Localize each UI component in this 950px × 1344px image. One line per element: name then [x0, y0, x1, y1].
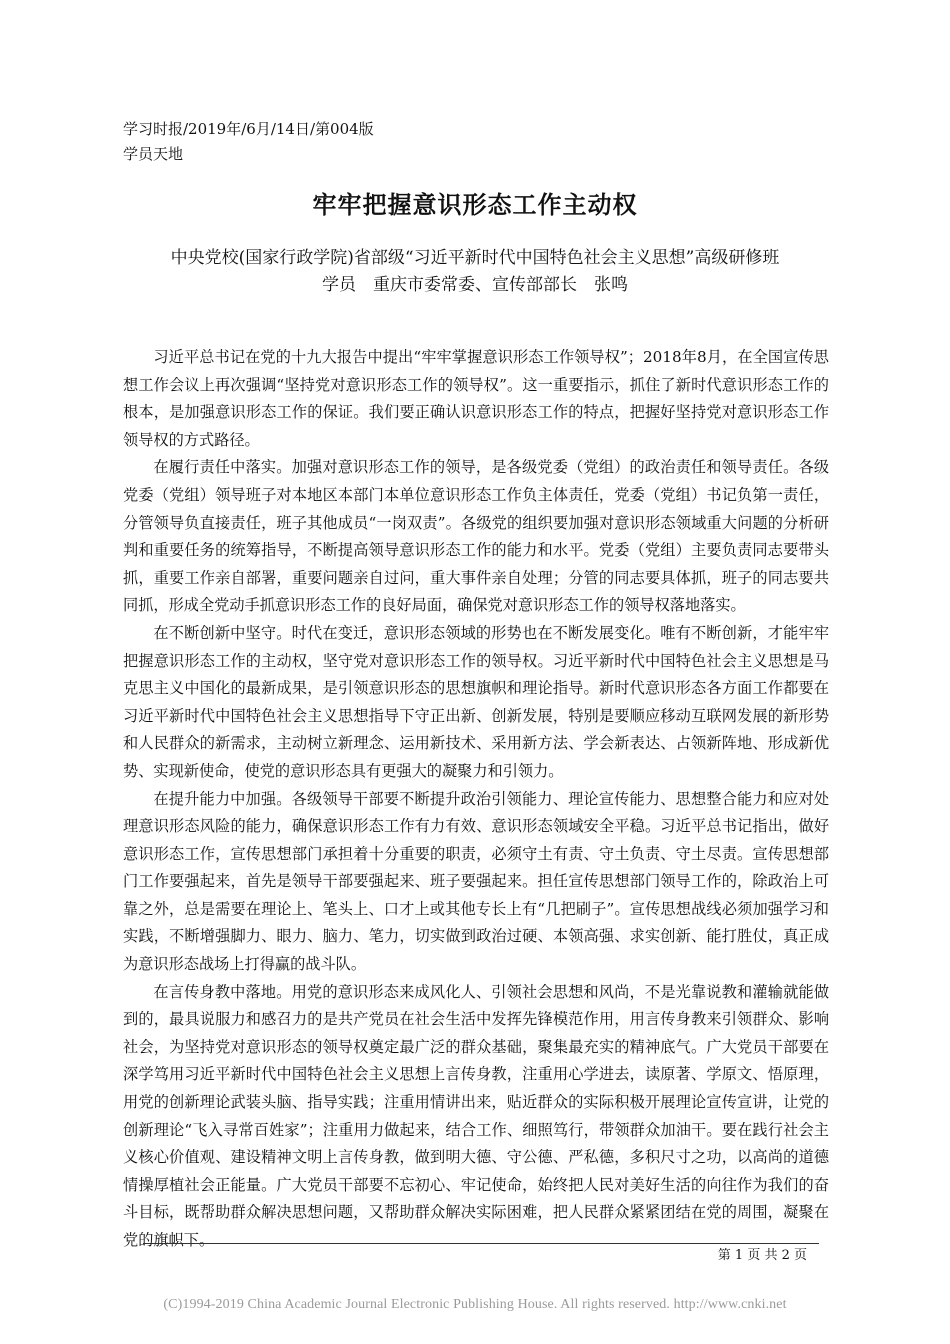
paragraph-intro: 习近平总书记在党的十九大报告中提出“牢牢掌握意识形态工作领导权”；2018年8月，在全国宣传思想工作会议上再次强调“坚持党对意识形态工作的领导权”。这一重要指示，抓住了新时代意识形态工作的根本，是加强意识形态工作的保证。我们要正确认识意识形态工作的特点，把握好坚持党对意识形态工作领导权的方式路径。 [123, 348, 829, 449]
author-line-2: 学员 重庆市委常委、宣传部部长 张鸣 [322, 275, 628, 295]
article-author [100, 245, 850, 299]
author-line-1: 中央党校(国家行政学院)省部级“习近平新时代中国特色社会主义思想”高级研修班 [170, 248, 780, 268]
article-source [123, 117, 374, 167]
article-body [123, 344, 829, 1255]
copyright-watermark: (C)1994-2019 China Academic Journal Electronic Publishing House. All rights reserved. http://www.cnki.net [163, 1297, 787, 1312]
source-line: 学习时报/2019年/6月/14日/第004版 [123, 120, 374, 138]
paragraph-example: 在言传身教中落地。用党的意识形态来成风化人、引领社会思想和风尚，不是光靠说教和灌输就能做到的，最具说服力和感召力的是共产党员在社会生活中发挥先锋模范作用，用言传身教来引领群众、影响社会，为坚持党对意识形态的领导权奠定最广泛的群众基础，聚集最充实的精神底气。广大党员干部要在深学笃用习近平新时代中国特色社会主义思想上言传身教，注重用心学进去，读原著、学原文、悟原理，用党的创新理论武装头脑、指导实践；注重用情讲出来，贴近群众的实际积极开展理论宣传宣讲，让党的创新理论“飞入寻常百姓家”；注重用力做起来，结合工作、细照笃行，带领群众加油干。要在践行社会主义核心价值观、建设精神文明上言传身教，做到明大德、守公德、严私德，多积尺寸之功，以高尚的道德情操厚植社会正能量。广大党员干部要不忘初心、牢记使命，始终把人民对美好生活的向往作为我们的奋斗目标，既帮助群众解决思想问题，又帮助群众解决实际困难，把人民群众紧紧团结在党的周围，凝聚在党的旗帜下。 [123, 982, 829, 1249]
footer-divider [143, 1243, 819, 1244]
page-number: 第 1 页 共 2 页 [717, 1248, 807, 1263]
column-name: 学员天地 [123, 145, 184, 163]
paragraph-innovation: 在不断创新中坚守。时代在变迁，意识形态领域的形势也在不断发展变化。唯有不断创新，才能牢牢把握意识形态工作的主动权，坚守党对意识形态工作的领导权。习近平新时代中国特色社会主义思想是马克思主义中国化的最新成果，是引领意识形态的思想旗帜和理论指导。新时代意识形态各方面工作都要在习近平新时代中国特色社会主义思想指导下守正出新、创新发展，特别是要顺应移动互联网发展的新形势和人民群众的新需求，主动树立新理念、运用新技术、采用新方法、学会新表达、占领新阵地、形成新优势、实现新使命，使党的意识形态具有更强大的凝聚力和引领力。 [123, 623, 829, 780]
article-title: 牢牢把握意识形态工作主动权 [312, 190, 638, 219]
paragraph-capability: 在提升能力中加强。各级领导干部要不断提升政治引领能力、理论宣传能力、思想整合能力和应对处理意识形态风险的能力，确保意识形态工作有力有效、意识形态领域安全平稳。习近平总书记指出，做好意识形态工作，宣传思想部门承担着十分重要的职责，必须守土有责、守土负责、守土尽责。宣传思想部门工作要强起来，首先是领导干部要强起来、班子要强起来。担任宣传思想部门领导工作的，除政治上可靠之外，总是需要在理论上、笔头上、口才上或其他专长上有“几把刷子”。宣传思想战线必须加强学习和实践，不断增强脚力、眼力、脑力、笔力，切实做到政治过硬、本领高强、求实创新、能打胜仗，真正成为意识形态战场上打得赢的战斗队。 [123, 789, 829, 974]
paragraph-responsibility: 在履行责任中落实。加强对意识形态工作的领导，是各级党委（党组）的政治责任和领导责任。各级党委（党组）领导班子对本地区本部门本单位意识形态工作负主体责任，党委（党组）书记负第一责任，分管领导负直接责任，班子其他成员“一岗双责”。各级党的组织要加强对意识形态领域重大问题的分析研判和重要任务的统筹指导，不断提高领导意识形态工作的能力和水平。党委（党组）主要负责同志要带头抓，重要工作亲自部署，重要问题亲自过问，重大事件亲自处理；分管的同志要具体抓，班子的同志要共同抓，形成全党动手抓意识形态工作的良好局面，确保党对意识形态工作的领导权落地落实。 [123, 458, 829, 615]
